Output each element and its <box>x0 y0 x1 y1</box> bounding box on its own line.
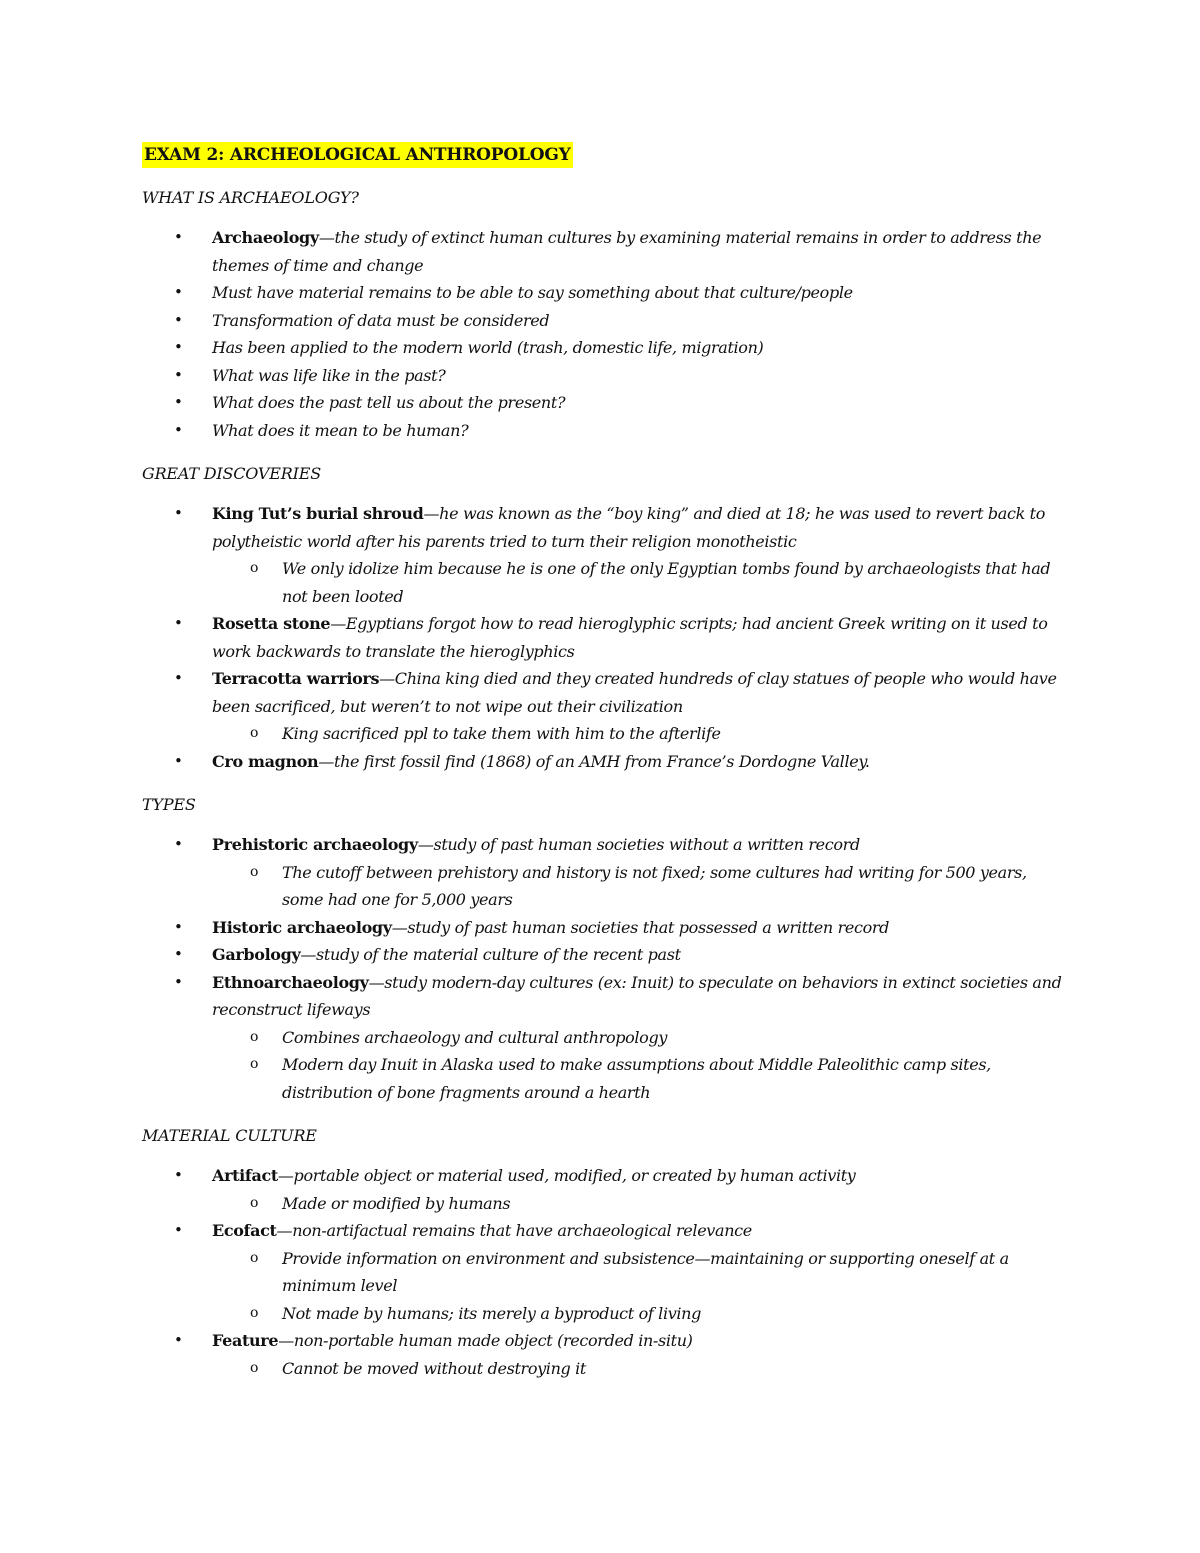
sub-item-text: We only idolize him because he is one of the only Egyptian tombs found by archaeologists that had not been looted <box>282 559 1051 606</box>
list-item <box>142 500 1062 610</box>
bullet-icon: • <box>174 228 183 246</box>
definition: —he was known as the “boy king” and died at 18; he was used to revert back to polytheistic world after his parents tried to turn their religion monotheistic <box>212 504 1046 551</box>
list-item <box>142 1217 1062 1327</box>
circle-bullet-icon: o <box>250 1028 259 1045</box>
list-item <box>142 831 1062 914</box>
definition: —portable object or material used, modified, or created by human activity <box>277 1166 856 1185</box>
sub-item-text: Combines archaeology and cultural anthropology <box>282 1027 668 1047</box>
definition: What was life like in the past? <box>212 365 446 385</box>
bullet-icon: • <box>174 365 183 384</box>
sub-bullet-list <box>212 1245 1062 1328</box>
sub-item-text: Made or modified by humans <box>282 1193 511 1213</box>
definition: What does the past tell us about the present? <box>212 393 566 412</box>
bullet-icon: • <box>174 420 183 439</box>
definition: —the first fossil find (1868) of an AMH from France’s Dordogne Valley. <box>318 751 870 771</box>
definition: —study of past human societies without a written record <box>417 835 860 854</box>
document-title: EXAM 2: ARCHEOLOGICAL ANTHROPOLOGY <box>142 142 573 168</box>
term: Prehistoric archaeology <box>212 835 418 854</box>
term: Cro magnon <box>212 751 319 771</box>
sub-list-item <box>212 859 1062 914</box>
circle-bullet-icon: o <box>250 1056 259 1072</box>
circle-bullet-icon: o <box>250 725 259 741</box>
definition: —the study of extinct human cultures by examining material remains in order to address the themes of time and change <box>212 228 1042 275</box>
term: Archaeology <box>212 228 319 247</box>
bullet-icon: • <box>174 1166 183 1184</box>
bullet-icon: • <box>174 945 183 963</box>
definition: Transformation of data must be considered <box>212 310 550 330</box>
sub-item-text: Modern day Inuit in Alaska used to make assumptions about Middle Paleolithic camp sites, distribution of bone fragments around a hearth <box>282 1055 991 1102</box>
term: Terracotta warriors <box>212 669 380 688</box>
circle-bullet-icon: o <box>250 560 259 576</box>
list-item <box>142 362 1062 390</box>
bullet-icon: • <box>174 1221 183 1239</box>
sub-list-item <box>212 1300 1062 1328</box>
sections-container <box>142 187 1062 1382</box>
term: Artifact <box>212 1166 278 1185</box>
sub-list-item <box>212 1024 1062 1052</box>
bullet-list <box>142 1162 1062 1382</box>
list-item <box>142 914 1062 942</box>
bullet-icon: • <box>174 310 183 329</box>
bullet-icon: • <box>174 917 183 936</box>
definition: —study of past human societies that possessed a written record <box>391 917 890 937</box>
term: Feature <box>212 1331 279 1350</box>
bullet-icon: • <box>174 669 183 687</box>
sub-item-text: The cutoff between prehistory and history is not fixed; some cultures had writing for 500 years, some had one for 5,000 years <box>282 862 1027 909</box>
definition: Must have material remains to be able to say something about that culture/people <box>212 283 853 302</box>
list-item <box>142 279 1062 307</box>
bullet-icon: • <box>174 972 183 991</box>
sub-item-text: King sacrificed ppl to take them with him to the afterlife <box>282 724 721 743</box>
bullet-list <box>142 224 1062 444</box>
definition: —China king died and they created hundreds of clay statues of people who would have been sacrificed, but weren’t to not wipe out their civilization <box>212 669 1057 716</box>
document-content <box>142 142 1062 1382</box>
term: Garbology <box>212 945 301 964</box>
list-item <box>142 389 1062 417</box>
sub-bullet-list <box>212 1355 1062 1383</box>
sub-list-item <box>212 555 1062 610</box>
bullet-icon: • <box>174 835 183 853</box>
term: Historic archaeology <box>212 917 392 937</box>
circle-bullet-icon: o <box>250 1194 259 1211</box>
sub-list-item <box>212 1355 1062 1383</box>
circle-bullet-icon: o <box>250 1249 259 1266</box>
list-item <box>142 748 1062 776</box>
term: Ecofact <box>212 1221 277 1240</box>
list-item <box>142 1327 1062 1382</box>
bullet-icon: • <box>174 338 183 356</box>
term: Ethnoarchaeology <box>212 972 369 992</box>
list-item <box>142 224 1062 279</box>
list-item <box>142 665 1062 748</box>
section-heading: MATERIAL CULTURE <box>142 1126 317 1145</box>
sub-bullet-list <box>212 555 1062 610</box>
bullet-list <box>142 831 1062 1106</box>
definition: —Egyptians forgot how to read hieroglyphic scripts; had ancient Greek writing on it used to work backwards to translate the hieroglyphics <box>212 614 1048 661</box>
term: King Tut’s burial shroud <box>212 504 424 523</box>
section-heading: GREAT DISCOVERIES <box>142 464 321 483</box>
bullet-icon: • <box>174 751 183 770</box>
sub-bullet-list <box>212 859 1062 914</box>
definition: What does it mean to be human? <box>212 420 469 440</box>
bullet-list <box>142 500 1062 775</box>
bullet-icon: • <box>174 393 183 411</box>
list-item <box>142 1162 1062 1217</box>
bullet-icon: • <box>174 283 183 301</box>
list-item <box>142 417 1062 445</box>
sub-bullet-list <box>212 1190 1062 1218</box>
definition: Has been applied to the modern world (trash, domestic life, migration) <box>212 338 764 357</box>
definition: —study of the material culture of the recent past <box>300 945 681 964</box>
bullet-icon: • <box>174 504 183 522</box>
sub-item-text: Cannot be moved without destroying it <box>282 1358 586 1378</box>
sub-item-text: Provide information on environment and subsistence—maintaining or supporting oneself at a minimum level <box>282 1248 1009 1295</box>
sub-list-item <box>212 720 1062 748</box>
definition: —non-artifactual remains that have archaeological relevance <box>276 1221 752 1240</box>
definition: —study modern-day cultures (ex: Inuit) to speculate on behaviors in extinct societies and reconstruct lifeways <box>212 972 1062 1019</box>
sub-list-item <box>212 1245 1062 1300</box>
list-item <box>142 334 1062 362</box>
circle-bullet-icon: o <box>250 863 259 880</box>
list-item <box>142 969 1062 1107</box>
section-heading: WHAT IS ARCHAEOLOGY? <box>142 188 359 207</box>
bullet-icon: • <box>174 614 183 632</box>
circle-bullet-icon: o <box>250 1304 259 1321</box>
term: Rosetta stone <box>212 614 331 633</box>
definition: —non-portable human made object (recorded in-situ) <box>278 1331 693 1350</box>
section-heading: TYPES <box>142 795 196 814</box>
list-item <box>142 941 1062 969</box>
sub-list-item <box>212 1190 1062 1218</box>
sub-item-text: Not made by humans; its merely a byproduct of living <box>282 1303 702 1323</box>
list-item <box>142 610 1062 665</box>
sub-list-item <box>212 1051 1062 1106</box>
bullet-icon: • <box>174 1331 183 1349</box>
list-item <box>142 307 1062 335</box>
circle-bullet-icon: o <box>250 1359 259 1376</box>
sub-bullet-list <box>212 720 1062 748</box>
sub-bullet-list <box>212 1024 1062 1107</box>
